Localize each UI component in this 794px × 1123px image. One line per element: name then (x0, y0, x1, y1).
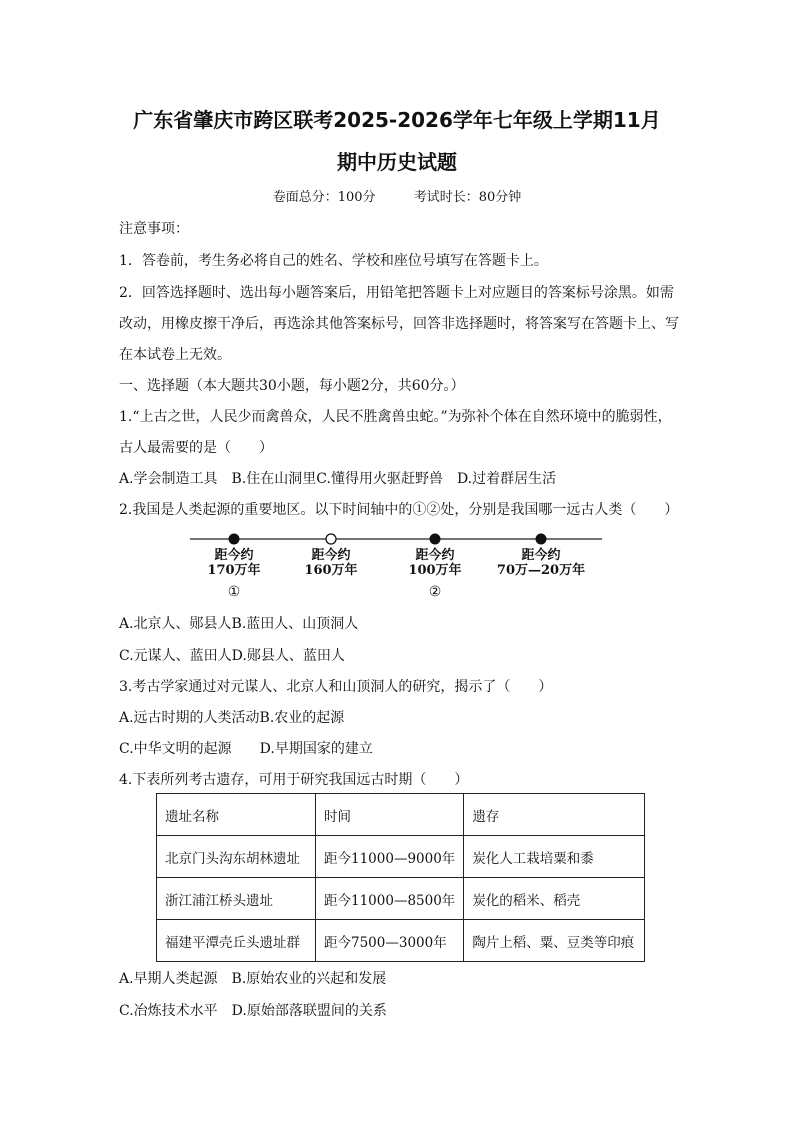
q1-stem-line-1: 1.“上古之世，人民少而禽兽众，人民不胜禽兽虫蛇。”为弥补个体在自然环境中的脆弱性， (119, 409, 672, 425)
timeline-label-1: 距今约 160万年 (304, 548, 358, 578)
q2-options-ab: A.北京人、郧县人B.蓝田人、山顶洞人 (119, 616, 359, 632)
table-cell: 炭化人工栽培粟和黍 (464, 836, 645, 878)
notice-item-2-line-1: 2．回答选择题时、选出每小题答案后，用铅笔把答题卡上对应题目的答案标号涂黑。如需 (119, 285, 674, 301)
notice-heading: 注意事项： (119, 221, 189, 237)
notice-item-1: 1．答卷前，考生务必将自己的姓名、学校和座位号填写在答题卡上。 (119, 253, 548, 269)
table-row (157, 878, 645, 920)
timeline-label-3: 距今约 70万—20万年 (496, 548, 586, 578)
q3-options-ab: A.远古时期的人类活动B.农业的起源 (119, 710, 345, 726)
timeline-mark-2: ② (428, 584, 442, 600)
title-line-1: 广东省肇庆市跨区联考2025-2026学年七年级上学期11月 (133, 108, 661, 132)
timeline-dot-0 (229, 534, 239, 544)
timeline-label-2: 距今约 100万年 (408, 548, 462, 578)
q4-options-cd: C.冶炼技术水平 D.原始部落联盟间的关系 (119, 1003, 387, 1019)
timeline-axis (190, 528, 610, 548)
table-header-row (157, 794, 645, 836)
table-cell: 距今11000—8500年 (316, 878, 464, 920)
table-row (157, 920, 645, 962)
q1-options: A.学会制造工具 B.住在山洞里C.懂得用火驱赶野兽 D.过着群居生活 (119, 471, 557, 487)
table-cell: 陶片上稻、粟、豆类等印痕 (464, 920, 645, 962)
notice-item-2-line-2: 改动，用橡皮擦干净后，再选涂其他答案标号，回答非选择题时，将答案写在答题卡上、写 (119, 316, 679, 332)
timeline-dot-2 (430, 534, 440, 544)
table-header: 时间 (316, 794, 464, 836)
exam-meta (0, 186, 794, 205)
table-cell: 炭化的稻米、稻壳 (464, 878, 645, 920)
q2-stem: 2.我国是人类起源的重要地区。以下时间轴中的①②处，分别是我国哪一远古人类（ ） (119, 502, 679, 518)
q2-timeline (190, 528, 610, 608)
table-header: 遗存 (464, 794, 645, 836)
timeline-dot-3 (536, 534, 546, 544)
q4-stem: 4.下表所列考古遗存，可用于研究我国远古时期（ ） (119, 772, 469, 788)
table-cell: 福建平潭壳丘头遗址群 (157, 920, 316, 962)
title-line-2: 期中历史试题 (337, 150, 457, 174)
table-cell: 距今11000—9000年 (316, 836, 464, 878)
timeline-dot-1 (326, 534, 336, 544)
section-heading: 一、选择题（本大题共30小题，每小题2分，共60分。） (119, 378, 465, 394)
q4-options-ab: A.早期人类起源 B.原始农业的兴起和发展 (119, 971, 387, 987)
table-cell: 距今7500—3000年 (316, 920, 464, 962)
table-header: 遗址名称 (157, 794, 316, 836)
q3-stem: 3.考古学家通过对元谋人、北京人和山顶洞人的研究，揭示了（ ） (119, 679, 553, 695)
total-score: 卷面总分：100分 (272, 190, 376, 205)
timeline-label-0: 距今约 170万年 (207, 548, 261, 578)
table-cell: 浙江浦江桥头遗址 (157, 878, 316, 920)
notice-item-2-line-3: 在本试卷上无效。 (119, 347, 231, 363)
q3-options-cd: C.中华文明的起源 D.早期国家的建立 (119, 741, 373, 757)
timeline-mark-1: ① (227, 584, 241, 600)
q2-options-cd: C.元谋人、蓝田人D.郧县人、蓝田人 (119, 648, 345, 664)
table-cell: 北京门头沟东胡林遗址 (157, 836, 316, 878)
exam-duration: 考试时长：80分钟 (413, 190, 522, 205)
q1-stem-line-2: 古人最需要的是（ ） (119, 440, 273, 456)
q4-table (156, 793, 645, 962)
table-row (157, 836, 645, 878)
